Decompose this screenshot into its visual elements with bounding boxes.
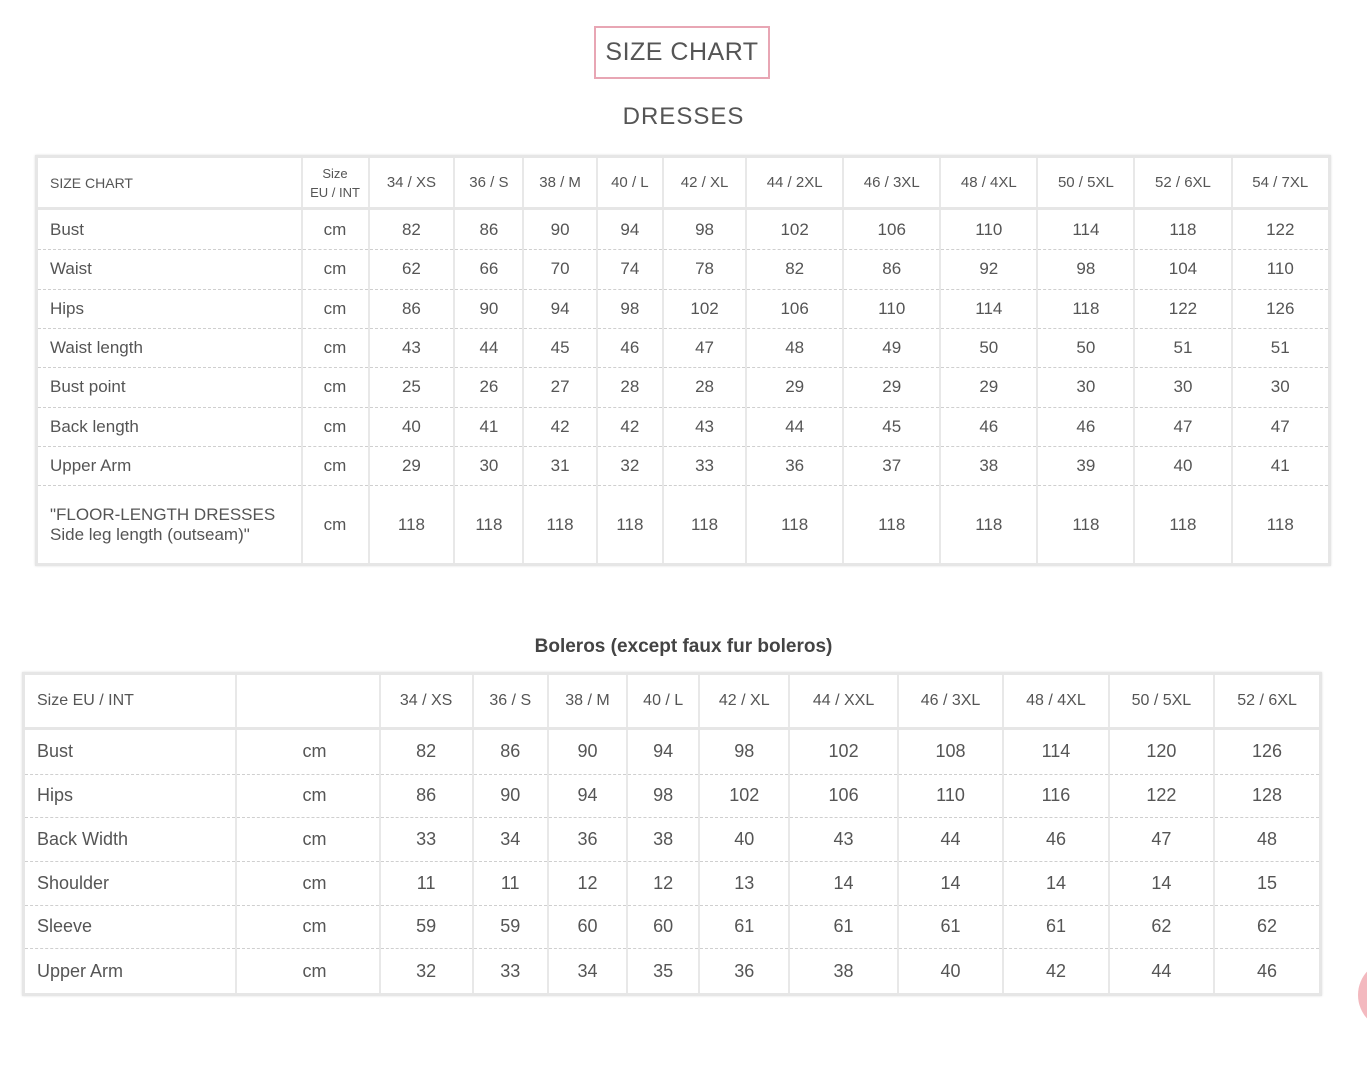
size-header: 48 / 4XL [940, 157, 1037, 209]
value-cell: 46 [1037, 407, 1134, 446]
value-cell: 59 [473, 905, 548, 949]
value-cell: 48 [746, 328, 843, 367]
size-header: 50 / 5XL [1109, 674, 1214, 729]
value-cell: 106 [746, 289, 843, 328]
value-cell: 47 [1232, 407, 1330, 446]
value-cell: 106 [789, 774, 897, 818]
table-header-row [24, 674, 1321, 729]
value-cell: 13 [699, 861, 789, 905]
row-label-text: Sleeve [37, 916, 93, 937]
value-cell: 116 [1003, 774, 1108, 818]
table-row [37, 289, 1330, 328]
size-header: 52 / 6XL [1134, 157, 1231, 209]
value-cell: 46 [597, 328, 663, 367]
unit-cell: cm [302, 486, 369, 565]
value-cell: 74 [597, 250, 663, 289]
value-cell: 44 [1109, 949, 1214, 995]
value-cell: 62 [369, 250, 455, 289]
value-cell: 110 [843, 289, 940, 328]
value-cell: 98 [597, 289, 663, 328]
size-header: 34 / XS [380, 674, 473, 729]
value-cell: 122 [1232, 209, 1330, 250]
value-cell: 82 [369, 209, 455, 250]
size-header: 36 / S [454, 157, 523, 209]
row-label-text: Upper Arm [50, 456, 132, 476]
unit-cell: cm [236, 729, 380, 775]
value-cell: 62 [1109, 905, 1214, 949]
value-cell: 102 [789, 729, 897, 775]
row-label [37, 407, 302, 446]
value-cell: 44 [898, 818, 1003, 862]
table-row [37, 486, 1330, 565]
value-cell: 86 [369, 289, 455, 328]
value-cell: 44 [454, 328, 523, 367]
value-cell: 40 [1134, 446, 1231, 485]
value-cell: 50 [940, 328, 1037, 367]
value-cell: 94 [548, 774, 628, 818]
table-row [37, 250, 1330, 289]
value-cell: 102 [699, 774, 789, 818]
size-header: 40 / L [627, 674, 699, 729]
row-label-text: Hips [50, 298, 85, 318]
unit-header [302, 157, 369, 209]
unit-cell: cm [302, 407, 369, 446]
value-cell: 15 [1214, 861, 1320, 905]
table-row [24, 774, 1321, 818]
value-cell: 41 [1232, 446, 1330, 485]
corner-label: Size EU / INT [24, 674, 236, 729]
size-header: 54 / 7XL [1232, 157, 1330, 209]
value-cell: 43 [369, 328, 455, 367]
dresses-section-title: DRESSES [622, 103, 745, 130]
value-cell: 126 [1232, 289, 1330, 328]
value-cell: 118 [1134, 486, 1231, 565]
value-cell: 49 [843, 328, 940, 367]
value-cell: 114 [1037, 209, 1134, 250]
size-header: 42 / XL [699, 674, 789, 729]
unit-cell: cm [302, 446, 369, 485]
value-cell: 38 [789, 949, 897, 995]
value-cell: 118 [597, 486, 663, 565]
row-label-text: Bust [37, 741, 74, 762]
value-cell: 118 [746, 486, 843, 565]
row-label-text: Back Width [37, 829, 129, 850]
value-cell: 98 [699, 729, 789, 775]
value-cell: 90 [548, 729, 628, 775]
value-cell: 30 [1232, 368, 1330, 407]
value-cell: 51 [1134, 328, 1231, 367]
value-cell: 118 [663, 486, 746, 565]
table-row [24, 729, 1321, 775]
row-label [24, 774, 236, 818]
value-cell: 86 [473, 729, 548, 775]
value-cell: 90 [454, 289, 523, 328]
table-row [24, 818, 1321, 862]
row-label [24, 949, 236, 995]
value-cell: 118 [454, 486, 523, 565]
value-cell: 39 [1037, 446, 1134, 485]
value-cell: 104 [1134, 250, 1231, 289]
value-cell: 94 [627, 729, 699, 775]
value-cell: 94 [597, 209, 663, 250]
value-cell: 29 [940, 368, 1037, 407]
size-header: 38 / M [523, 157, 596, 209]
table-header-row [37, 157, 1330, 209]
value-cell: 42 [1003, 949, 1108, 995]
value-cell: 30 [454, 446, 523, 485]
row-label [37, 209, 302, 250]
size-header: 38 / M [548, 674, 628, 729]
value-cell: 60 [548, 905, 628, 949]
value-cell: 31 [523, 446, 596, 485]
unit-cell: cm [236, 949, 380, 995]
value-cell: 102 [663, 289, 746, 328]
value-cell: 78 [663, 250, 746, 289]
value-cell: 86 [843, 250, 940, 289]
value-cell: 118 [523, 486, 596, 565]
value-cell: 118 [940, 486, 1037, 565]
value-cell: 37 [843, 446, 940, 485]
row-label-text: Hips [37, 785, 74, 806]
value-cell: 48 [1214, 818, 1320, 862]
value-cell: 44 [746, 407, 843, 446]
value-cell: 29 [746, 368, 843, 407]
row-label [37, 250, 302, 289]
value-cell: 38 [940, 446, 1037, 485]
value-cell: 28 [597, 368, 663, 407]
value-cell: 25 [369, 368, 455, 407]
value-cell: 36 [699, 949, 789, 995]
row-label-text: Back length [50, 416, 139, 436]
unit-cell: cm [236, 905, 380, 949]
row-label [37, 446, 302, 485]
value-cell: 47 [1134, 407, 1231, 446]
row-label [37, 486, 302, 565]
value-cell: 14 [1003, 861, 1108, 905]
value-cell: 66 [454, 250, 523, 289]
table-row [37, 446, 1330, 485]
value-cell: 14 [789, 861, 897, 905]
row-label [24, 905, 236, 949]
value-cell: 40 [699, 818, 789, 862]
value-cell: 118 [1037, 289, 1134, 328]
value-cell: 36 [548, 818, 628, 862]
value-cell: 34 [548, 949, 628, 995]
row-label-text: Shoulder [37, 872, 110, 893]
value-cell: 128 [1214, 774, 1320, 818]
value-cell: 41 [454, 407, 523, 446]
value-cell: 102 [746, 209, 843, 250]
floating-chat-button[interactable] [1358, 960, 1367, 1030]
row-label-text: Waist length [50, 338, 143, 358]
value-cell: 118 [369, 486, 455, 565]
value-cell: 92 [940, 250, 1037, 289]
value-cell: 98 [663, 209, 746, 250]
value-cell: 110 [1232, 250, 1330, 289]
corner-label: SIZE CHART [37, 157, 302, 209]
value-cell: 61 [789, 905, 897, 949]
value-cell: 126 [1214, 729, 1320, 775]
row-label [37, 368, 302, 407]
row-label-text: Bust point [50, 377, 126, 397]
value-cell: 26 [454, 368, 523, 407]
value-cell: 61 [699, 905, 789, 949]
value-cell: 120 [1109, 729, 1214, 775]
value-cell: 43 [789, 818, 897, 862]
size-header: 52 / 6XL [1214, 674, 1320, 729]
value-cell: 114 [940, 289, 1037, 328]
value-cell: 90 [523, 209, 596, 250]
size-header: 50 / 5XL [1037, 157, 1134, 209]
value-cell: 34 [473, 818, 548, 862]
value-cell: 82 [746, 250, 843, 289]
value-cell: 11 [380, 861, 473, 905]
value-cell: 14 [1109, 861, 1214, 905]
value-cell: 60 [627, 905, 699, 949]
boleros-section-title: Boleros (except faux fur boleros) [534, 636, 833, 657]
value-cell: 40 [898, 949, 1003, 995]
value-cell: 118 [1134, 209, 1231, 250]
value-cell: 98 [1037, 250, 1134, 289]
value-cell: 30 [1134, 368, 1231, 407]
value-cell: 114 [1003, 729, 1108, 775]
value-cell: 110 [898, 774, 1003, 818]
value-cell: 46 [1003, 818, 1108, 862]
size-header: 44 / 2XL [746, 157, 843, 209]
unit-cell: cm [302, 328, 369, 367]
value-cell: 33 [473, 949, 548, 995]
row-label [37, 289, 302, 328]
value-cell: 45 [523, 328, 596, 367]
value-cell: 33 [663, 446, 746, 485]
value-cell: 62 [1214, 905, 1320, 949]
unit-header-line1: Size [322, 165, 348, 181]
size-header: 40 / L [597, 157, 663, 209]
size-header: 46 / 3XL [898, 674, 1003, 729]
value-cell: 12 [627, 861, 699, 905]
value-cell: 40 [369, 407, 455, 446]
value-cell: 30 [1037, 368, 1134, 407]
row-label-text: Bust [50, 219, 85, 239]
value-cell: 38 [627, 818, 699, 862]
value-cell: 122 [1134, 289, 1231, 328]
row-label-text: "FLOOR-LENGTH DRESSES [50, 504, 276, 524]
row-label-text: Waist [50, 259, 92, 279]
value-cell: 106 [843, 209, 940, 250]
value-cell: 28 [663, 368, 746, 407]
value-cell: 90 [473, 774, 548, 818]
row-label [24, 818, 236, 862]
value-cell: 11 [473, 861, 548, 905]
value-cell: 110 [940, 209, 1037, 250]
row-label [24, 729, 236, 775]
unit-cell: cm [302, 289, 369, 328]
value-cell: 47 [1109, 818, 1214, 862]
unit-cell: cm [302, 209, 369, 250]
size-header: 44 / XXL [789, 674, 897, 729]
value-cell: 51 [1232, 328, 1330, 367]
value-cell: 29 [369, 446, 455, 485]
value-cell: 45 [843, 407, 940, 446]
table-row [37, 368, 1330, 407]
table-row [37, 209, 1330, 250]
value-cell: 61 [898, 905, 1003, 949]
boleros-size-table [22, 672, 1322, 996]
value-cell: 32 [597, 446, 663, 485]
value-cell: 50 [1037, 328, 1134, 367]
row-label-text: Upper Arm [37, 960, 124, 981]
value-cell: 86 [454, 209, 523, 250]
value-cell: 98 [627, 774, 699, 818]
value-cell: 118 [1037, 486, 1134, 565]
value-cell: 35 [627, 949, 699, 995]
value-cell: 29 [843, 368, 940, 407]
size-header: 42 / XL [663, 157, 746, 209]
table-row [24, 949, 1321, 995]
value-cell: 86 [380, 774, 473, 818]
table-row [24, 905, 1321, 949]
unit-header-line2: EU / INT [310, 184, 360, 200]
size-header: 48 / 4XL [1003, 674, 1108, 729]
table-row [37, 407, 1330, 446]
value-cell: 33 [380, 818, 473, 862]
value-cell: 47 [663, 328, 746, 367]
value-cell: 59 [380, 905, 473, 949]
value-cell: 14 [898, 861, 1003, 905]
value-cell: 32 [380, 949, 473, 995]
size-header: 34 / XS [369, 157, 455, 209]
unit-cell: cm [236, 774, 380, 818]
value-cell: 43 [663, 407, 746, 446]
value-cell: 82 [380, 729, 473, 775]
unit-cell: cm [302, 368, 369, 407]
size-header: 36 / S [473, 674, 548, 729]
value-cell: 70 [523, 250, 596, 289]
value-cell: 118 [1266, 514, 1294, 534]
value-cell: 42 [523, 407, 596, 446]
row-label [37, 328, 302, 367]
size-chart-title: SIZE CHART [605, 38, 759, 66]
value-cell: 108 [898, 729, 1003, 775]
size-header: 46 / 3XL [843, 157, 940, 209]
value-cell: 46 [1257, 960, 1278, 981]
value-cell: 36 [746, 446, 843, 485]
dresses-size-table [35, 155, 1331, 566]
row-label-text-line2: Side leg length (outseam)" [50, 524, 250, 544]
unit-cell: cm [302, 250, 369, 289]
size-chart-title-box [594, 26, 770, 79]
value-cell: 118 [843, 486, 940, 565]
unit-cell: cm [236, 818, 380, 862]
value-cell: 42 [597, 407, 663, 446]
row-label [24, 861, 236, 905]
value-cell: 94 [523, 289, 596, 328]
unit-header [236, 674, 380, 729]
value-cell: 122 [1109, 774, 1214, 818]
table-row [24, 861, 1321, 905]
table-row [37, 328, 1330, 367]
unit-cell: cm [236, 861, 380, 905]
value-cell: 46 [940, 407, 1037, 446]
value-cell: 27 [523, 368, 596, 407]
value-cell: 61 [1003, 905, 1108, 949]
value-cell: 12 [548, 861, 628, 905]
